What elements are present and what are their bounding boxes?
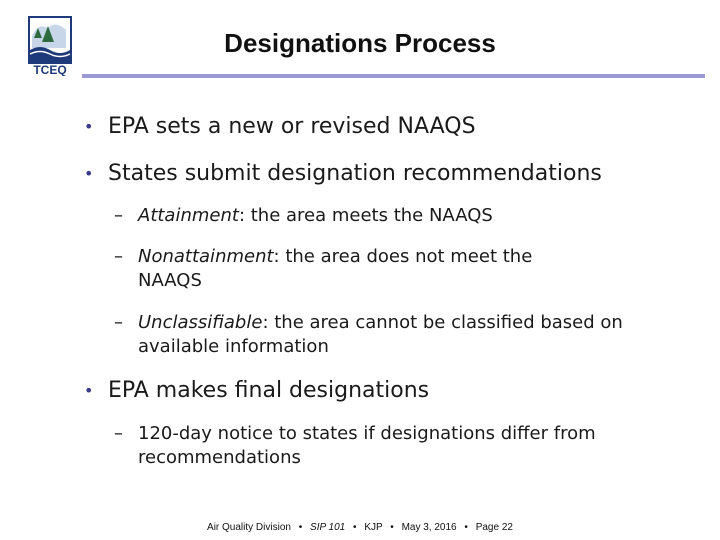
footer-separator: • — [390, 522, 394, 533]
footer-initials: KJP — [364, 522, 383, 533]
dash-icon: – — [114, 312, 123, 333]
logo-text: TCEQ — [33, 63, 67, 76]
footer-course: SIP 101 — [310, 522, 346, 533]
definition: : the area does not meet the NAAQS — [138, 246, 533, 291]
sub-bullet-text: 120-day notice to states if designations differ from recommendations — [138, 423, 596, 468]
term: Unclassifiable — [138, 312, 263, 333]
slide-footer — [0, 522, 720, 533]
footer-division: Air Quality Division — [207, 522, 291, 533]
term: Attainment — [138, 205, 239, 226]
dash-icon: – — [114, 423, 123, 444]
bullet-text: EPA makes final designations — [108, 378, 430, 403]
dash-icon: – — [114, 205, 123, 226]
footer-separator: • — [298, 522, 303, 533]
footer-separator: • — [464, 522, 468, 533]
footer-separator: • — [353, 522, 357, 533]
bullet-dot-icon: • — [84, 117, 94, 136]
dash-icon: – — [114, 246, 123, 267]
title-divider — [82, 74, 705, 78]
bullet-text: EPA sets a new or revised NAAQS — [108, 114, 476, 139]
footer-date: May 3, 2016 — [401, 522, 457, 533]
footer-page: Page 22 — [475, 522, 513, 533]
definition: : the area cannot be classified based on available information — [138, 312, 623, 357]
bullet-dot-icon: • — [84, 381, 94, 400]
term: Nonattainment — [138, 246, 274, 267]
definition: : the area meets the NAAQS — [238, 205, 493, 226]
slide-title: Designations Process — [224, 28, 496, 58]
tceq-logo — [28, 16, 72, 76]
bullet-dot-icon: • — [84, 164, 94, 183]
bullet-text: States submit designation recommendations — [108, 161, 602, 186]
